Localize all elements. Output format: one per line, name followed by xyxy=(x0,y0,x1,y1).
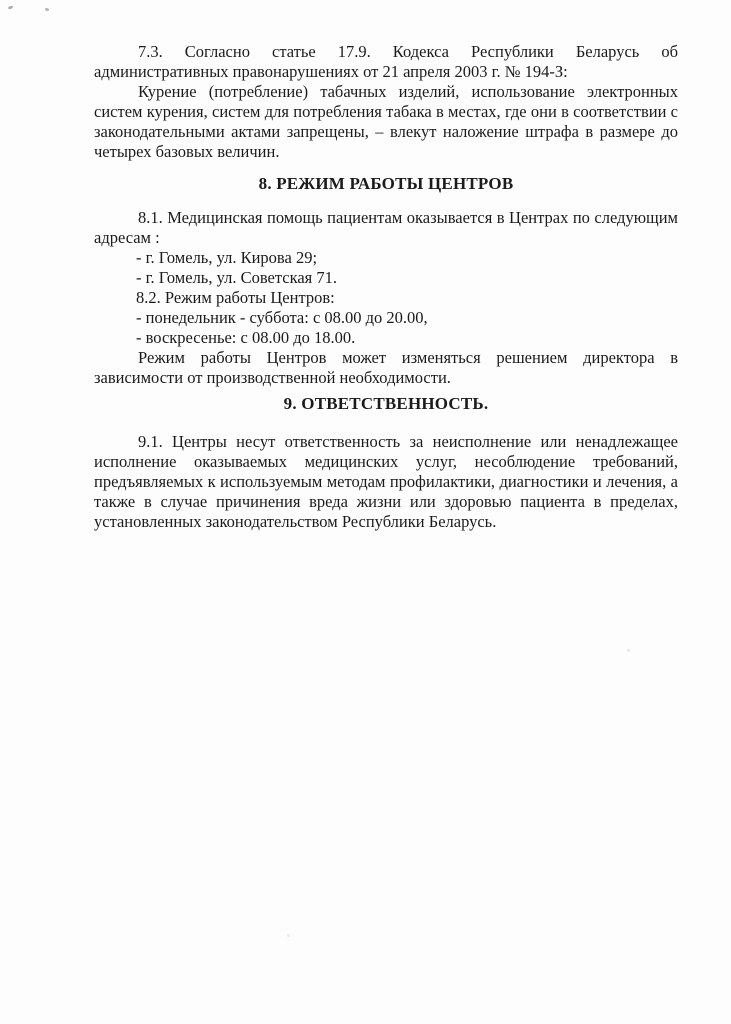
paragraph-line: 9.1. Центры несут ответственность за неисполнение или ненадлежащее xyxy=(138,432,678,451)
paragraph-8-1 xyxy=(94,208,678,248)
paragraph-line: предъявляемых к используемым методам профилактики, диагностики и лечения, а xyxy=(94,472,678,491)
paragraph-line: установленных законодательством Республики Беларусь. xyxy=(94,512,497,531)
section-heading-9: 9. ОТВЕТСТВЕННОСТЬ. xyxy=(283,394,489,413)
paragraph-line: исполнение оказываемых медицинских услуг, несоблюдение требований, xyxy=(94,452,678,471)
scan-speckle xyxy=(45,8,50,12)
paragraph-9-1 xyxy=(94,432,678,532)
paragraph-line: четырех базовых величин. xyxy=(94,142,280,161)
scan-speckle xyxy=(627,649,630,652)
paragraph-line: также в случае причинения вреда жизни или здоровью пациента в пределах, xyxy=(94,492,678,511)
paragraph-line: 7.3. Согласно статье 17.9. Кодекса Республики Беларусь об xyxy=(138,42,678,61)
address-item: - г. Гомель, ул. Советская 71. xyxy=(136,268,338,287)
paragraph-line: законодательными актами запрещены, – влекут наложение штрафа в размере до xyxy=(94,122,678,141)
paragraph-line: 8.1. Медицинская помощь пациентам оказывается в Центрах по следующим xyxy=(138,208,678,227)
paragraph-line: систем курения, систем для потребления табака в местах, где они в соответствии с xyxy=(94,102,678,121)
address-item: - г. Гомель, ул. Кирова 29; xyxy=(136,248,318,267)
scan-speckle xyxy=(8,5,14,10)
paragraph-line: Курение (потребление) табачных изделий, использование электронных xyxy=(138,82,678,101)
paragraph-line: адресам : xyxy=(94,228,160,247)
paragraph-8-2: 8.2. Режим работы Центров: xyxy=(136,288,335,307)
schedule-list xyxy=(94,308,678,348)
paragraph-schedule-note xyxy=(94,348,678,388)
address-list xyxy=(94,248,678,288)
section-heading-8: 8. РЕЖИМ РАБОТЫ ЦЕНТРОВ xyxy=(258,174,514,193)
scan-speckle xyxy=(287,934,290,937)
paragraph-7-3 xyxy=(94,42,678,82)
paragraph-line: административных правонарушениях от 21 апреля 2003 г. № 194-З: xyxy=(94,62,568,81)
schedule-item: - воскресенье: с 08.00 до 18.00. xyxy=(136,328,356,347)
schedule-item: - понедельник - суббота: с 08.00 до 20.00, xyxy=(136,308,428,327)
paragraph-smoking-fine xyxy=(94,82,678,162)
document-body xyxy=(94,42,678,532)
paragraph-line: зависимости от производственной необходимости. xyxy=(94,368,451,387)
paragraph-line: Режим работы Центров может изменяться решением директора в xyxy=(138,348,678,367)
